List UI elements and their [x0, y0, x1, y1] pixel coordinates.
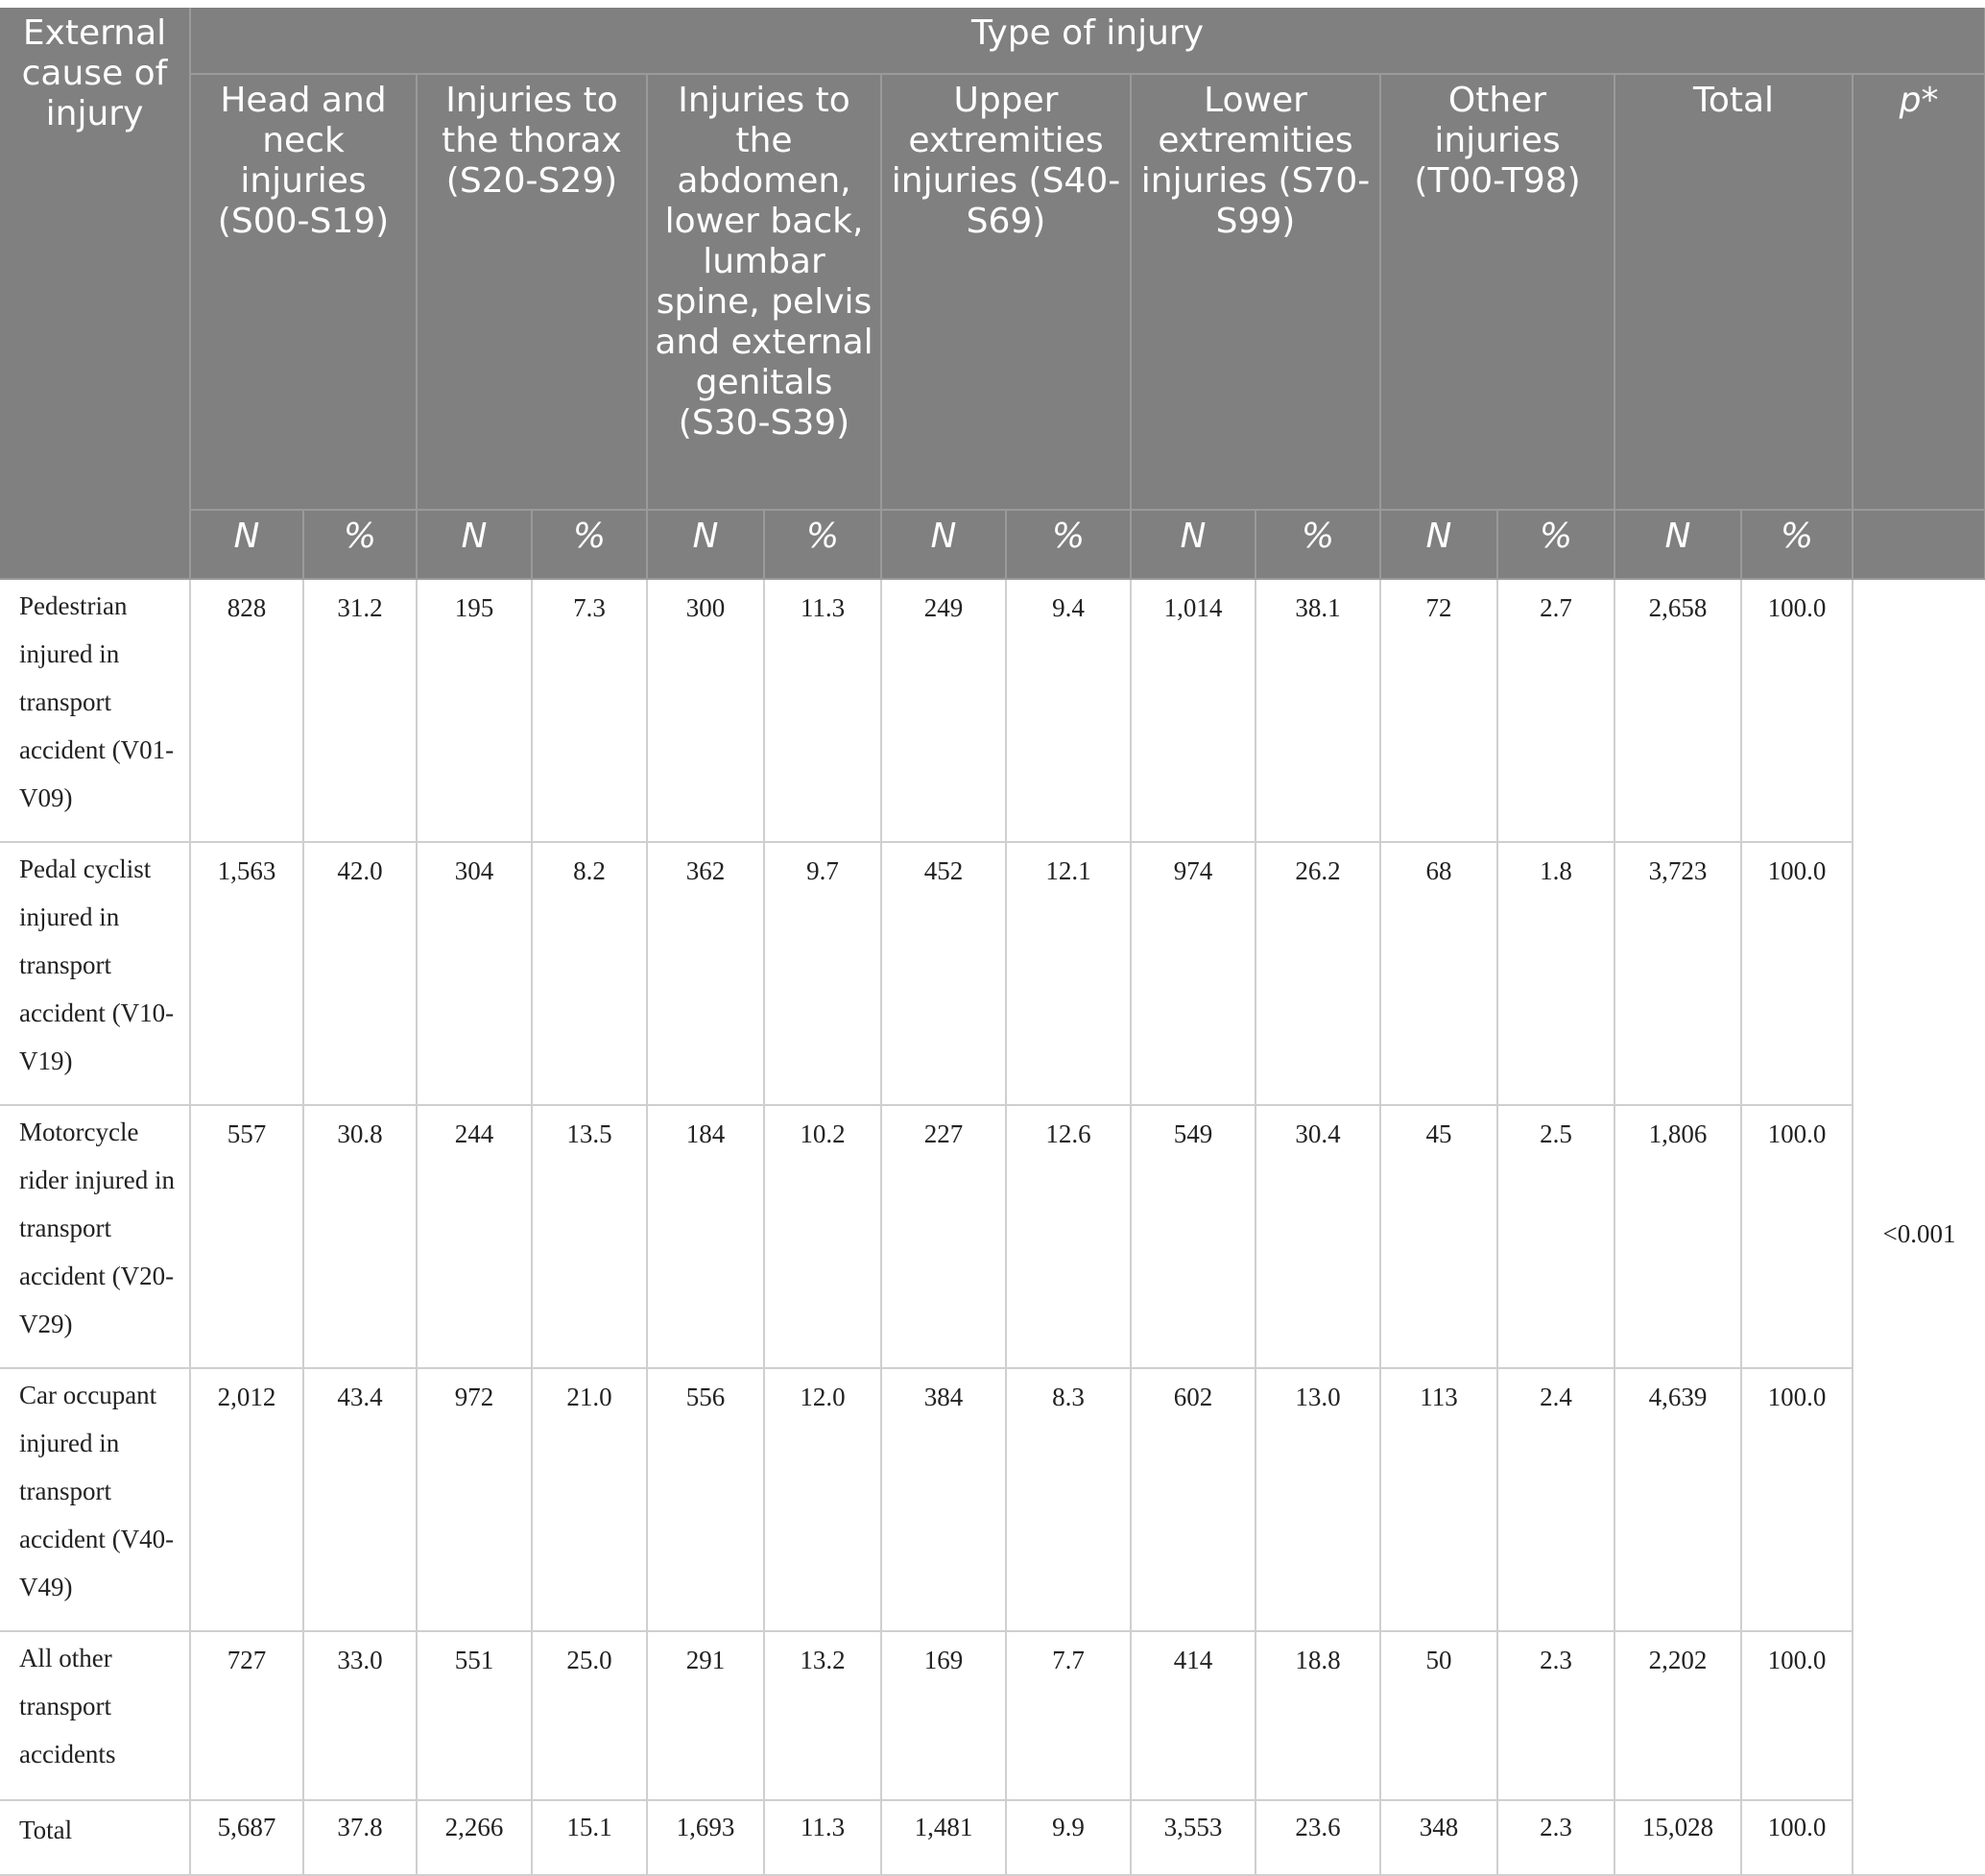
cell: 556 — [647, 1368, 764, 1631]
total-row — [0, 1800, 1985, 1875]
cell: 2.4 — [1497, 1368, 1614, 1631]
table-row — [0, 1631, 1985, 1800]
row-label: Car occupant injured in transport accident (V40-V49) — [0, 1368, 190, 1631]
pct-header: % — [303, 510, 417, 579]
cell: 348 — [1380, 1800, 1497, 1875]
group-header-abdomen: Injuries to the abdomen, lower back, lumbar spine, pelvis and external genitals (S30-S39) — [647, 74, 881, 510]
cell: 1,014 — [1131, 579, 1256, 842]
cell: 21.0 — [532, 1368, 647, 1631]
cell: 3,723 — [1614, 842, 1741, 1105]
group-header-lower-extremities: Lower extremities injuries (S70-S99) — [1131, 74, 1380, 510]
cell: 30.4 — [1256, 1105, 1380, 1368]
cell: 23.6 — [1256, 1800, 1380, 1875]
cell: 9.4 — [1006, 579, 1131, 842]
cell: 2,012 — [190, 1368, 303, 1631]
cell: 549 — [1131, 1105, 1256, 1368]
cell: 2.7 — [1497, 579, 1614, 842]
pct-header: % — [1006, 510, 1131, 579]
group-header-thorax: Injuries to the thorax (S20-S29) — [417, 74, 647, 510]
cell: 100.0 — [1741, 1105, 1853, 1368]
n-header: N — [190, 510, 303, 579]
cell: 18.8 — [1256, 1631, 1380, 1800]
cell: 972 — [417, 1368, 532, 1631]
cell: 100.0 — [1741, 1368, 1853, 1631]
injury-table — [0, 8, 1985, 1876]
row-label: Motorcycle rider injured in transport accident (V20-V29) — [0, 1105, 190, 1368]
cell: 100.0 — [1741, 1800, 1853, 1875]
cell: 602 — [1131, 1368, 1256, 1631]
n-header: N — [647, 510, 764, 579]
cell: 557 — [190, 1105, 303, 1368]
pct-header: % — [532, 510, 647, 579]
cell: 291 — [647, 1631, 764, 1800]
row-label: Pedestrian injured in transport accident (V01-V09) — [0, 579, 190, 842]
cell: 3,553 — [1131, 1800, 1256, 1875]
cell: 11.3 — [764, 579, 881, 842]
header-row-3 — [0, 510, 1985, 579]
cell: 43.4 — [303, 1368, 417, 1631]
cell: 7.7 — [1006, 1631, 1131, 1800]
cell: 38.1 — [1256, 579, 1380, 842]
group-header-head-neck: Head and neck injuries (S00-S19) — [190, 74, 417, 510]
n-header: N — [881, 510, 1006, 579]
cell: 100.0 — [1741, 1631, 1853, 1800]
cell: 7.3 — [532, 579, 647, 842]
cell: 414 — [1131, 1631, 1256, 1800]
n-header: N — [1614, 510, 1741, 579]
cell: 15.1 — [532, 1800, 647, 1875]
p-header: p* — [1853, 74, 1985, 510]
cell: 13.2 — [764, 1631, 881, 1800]
cell: 37.8 — [303, 1800, 417, 1875]
cell: 1,693 — [647, 1800, 764, 1875]
cell: 13.5 — [532, 1105, 647, 1368]
cell: 100.0 — [1741, 842, 1853, 1105]
pct-header: % — [764, 510, 881, 579]
n-header: N — [417, 510, 532, 579]
cell: 828 — [190, 579, 303, 842]
cell: 12.0 — [764, 1368, 881, 1631]
cell: 33.0 — [303, 1631, 417, 1800]
cell: 2,266 — [417, 1800, 532, 1875]
group-header-upper-extremities: Upper extremities injuries (S40-S69) — [881, 74, 1131, 510]
cell: 9.7 — [764, 842, 881, 1105]
group-header-other: Other injuries (T00-T98) — [1380, 74, 1614, 510]
external-cause-header: External cause of injury — [0, 8, 190, 579]
cell: 551 — [417, 1631, 532, 1800]
cell: 100.0 — [1741, 579, 1853, 842]
cell: 8.3 — [1006, 1368, 1131, 1631]
cell: 4,639 — [1614, 1368, 1741, 1631]
cell: 1,563 — [190, 842, 303, 1105]
cell: 9.9 — [1006, 1800, 1131, 1875]
cell: 227 — [881, 1105, 1006, 1368]
cell: 8.2 — [532, 842, 647, 1105]
cell: 169 — [881, 1631, 1006, 1800]
cell: 68 — [1380, 842, 1497, 1105]
cell: 26.2 — [1256, 842, 1380, 1105]
cell: 31.2 — [303, 579, 417, 842]
table-row — [0, 1105, 1985, 1368]
pct-header: % — [1256, 510, 1380, 579]
cell: 11.3 — [764, 1800, 881, 1875]
cell: 2.3 — [1497, 1800, 1614, 1875]
cell: 10.2 — [764, 1105, 881, 1368]
header-row-2 — [0, 74, 1985, 510]
cell: 452 — [881, 842, 1006, 1105]
cell: 249 — [881, 579, 1006, 842]
cell: 15,028 — [1614, 1800, 1741, 1875]
cell: 113 — [1380, 1368, 1497, 1631]
p-value-cell: <0.001 — [1853, 579, 1985, 1875]
cell: 244 — [417, 1105, 532, 1368]
row-label: All other transport accidents — [0, 1631, 190, 1800]
row-label: Pedal cyclist injured in transport accident (V10-V19) — [0, 842, 190, 1105]
p-subheader-blank — [1853, 510, 1985, 579]
table-row — [0, 842, 1985, 1105]
cell: 304 — [417, 842, 532, 1105]
cell: 42.0 — [303, 842, 417, 1105]
table-row — [0, 1368, 1985, 1631]
table-row — [0, 579, 1985, 842]
cell: 2,658 — [1614, 579, 1741, 842]
cell: 2.3 — [1497, 1631, 1614, 1800]
header-row-1 — [0, 8, 1985, 74]
row-label: Total — [0, 1800, 190, 1875]
cell: 1,481 — [881, 1800, 1006, 1875]
group-header-total: Total — [1614, 74, 1853, 510]
cell: 384 — [881, 1368, 1006, 1631]
cell: 195 — [417, 579, 532, 842]
cell: 1,806 — [1614, 1105, 1741, 1368]
n-header: N — [1131, 510, 1256, 579]
cell: 974 — [1131, 842, 1256, 1105]
cell: 12.1 — [1006, 842, 1131, 1105]
cell: 2.5 — [1497, 1105, 1614, 1368]
pct-header: % — [1497, 510, 1614, 579]
cell: 30.8 — [303, 1105, 417, 1368]
cell: 184 — [647, 1105, 764, 1368]
cell: 12.6 — [1006, 1105, 1131, 1368]
cell: 2,202 — [1614, 1631, 1741, 1800]
cell: 1.8 — [1497, 842, 1614, 1105]
pct-header: % — [1741, 510, 1853, 579]
cell: 300 — [647, 579, 764, 842]
type-of-injury-header: Type of injury — [190, 8, 1985, 74]
cell: 72 — [1380, 579, 1497, 842]
cell: 727 — [190, 1631, 303, 1800]
cell: 50 — [1380, 1631, 1497, 1800]
cell: 45 — [1380, 1105, 1497, 1368]
cell: 13.0 — [1256, 1368, 1380, 1631]
cell: 362 — [647, 842, 764, 1105]
cell: 25.0 — [532, 1631, 647, 1800]
cell: 5,687 — [190, 1800, 303, 1875]
n-header: N — [1380, 510, 1497, 579]
